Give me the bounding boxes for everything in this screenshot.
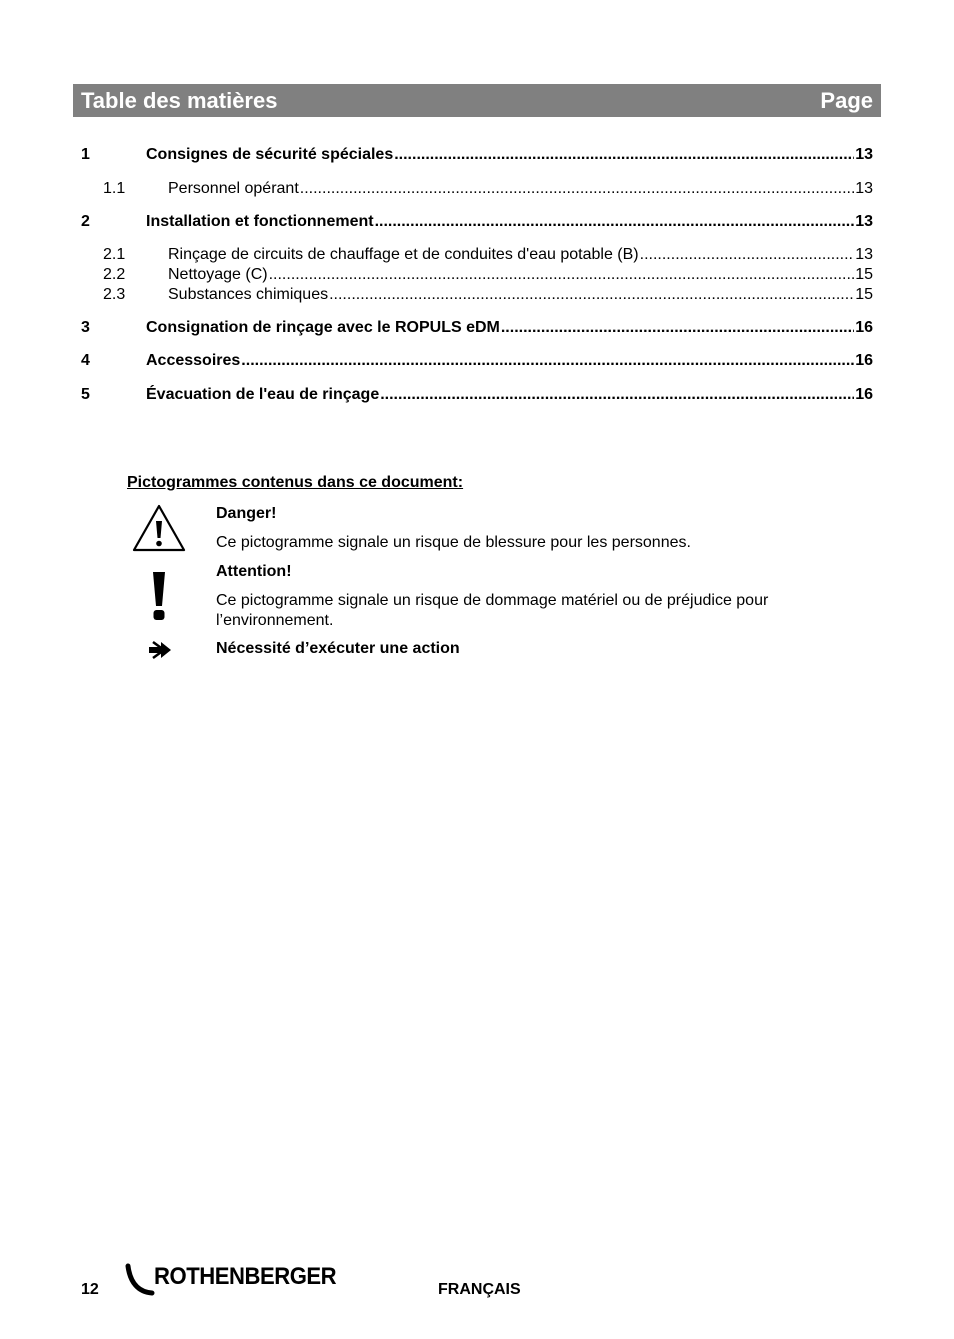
toc-leader bbox=[640, 245, 855, 265]
toc-number: 4 bbox=[81, 352, 90, 369]
toc-page: 16 bbox=[855, 352, 873, 369]
toc-title: Accessoires bbox=[146, 352, 241, 369]
toc-title: Substances chimiques bbox=[168, 286, 329, 303]
toc-leader bbox=[380, 385, 854, 405]
page-number: 12 bbox=[81, 1281, 99, 1298]
toc-leader bbox=[300, 179, 854, 199]
toc-title: Installation et fonctionnement bbox=[146, 213, 374, 230]
toc-entry-2-2[interactable] bbox=[81, 265, 873, 285]
toc-page: 16 bbox=[855, 319, 873, 336]
toc-leader bbox=[241, 351, 854, 371]
attention-title: Attention! bbox=[216, 563, 292, 580]
toc-entry-4[interactable] bbox=[81, 351, 873, 371]
toc-leader bbox=[329, 285, 854, 305]
page-column-label: Page bbox=[820, 87, 873, 113]
toc-title: Consignes de sécurité spéciales bbox=[146, 146, 394, 163]
toc-number: 1.1 bbox=[103, 180, 126, 197]
toc-number: 1 bbox=[81, 146, 90, 163]
warning-triangle-icon bbox=[132, 503, 186, 553]
toc-entry-1[interactable] bbox=[81, 145, 873, 165]
toc-number: 5 bbox=[81, 386, 90, 403]
brand-logo: ROTHENBERGER bbox=[154, 1263, 337, 1290]
toc-number: 3 bbox=[81, 319, 90, 336]
attention-description-line2: l’environnement. bbox=[216, 612, 334, 629]
toc-title: Nettoyage (C) bbox=[168, 266, 268, 283]
language-label: FRANÇAIS bbox=[438, 1281, 521, 1298]
toc-page: 16 bbox=[855, 386, 873, 403]
toc-leader bbox=[375, 212, 855, 232]
toc-entry-2-3[interactable] bbox=[81, 285, 873, 305]
toc-leader bbox=[394, 145, 854, 165]
toc-entry-2[interactable] bbox=[81, 212, 873, 232]
toc-header-bar bbox=[73, 84, 881, 117]
toc-entry-5[interactable] bbox=[81, 385, 873, 405]
toc-title: Rinçage de circuits de chauffage et de conduites d'eau potable (B) bbox=[168, 246, 639, 263]
toc-page: 13 bbox=[855, 146, 873, 163]
toc-entry-2-1[interactable] bbox=[81, 245, 873, 265]
toc-number: 2.3 bbox=[103, 286, 126, 303]
toc-number: 2.1 bbox=[103, 246, 126, 263]
toc-leader bbox=[269, 265, 855, 285]
exclamation-icon bbox=[150, 570, 168, 622]
pictograms-heading: Pictogrammes contenus dans ce document: bbox=[127, 474, 464, 491]
toc-page: 13 bbox=[855, 246, 873, 263]
toc-title: Personnel opérant bbox=[168, 180, 299, 197]
toc-leader bbox=[501, 318, 854, 338]
toc-page: 13 bbox=[855, 180, 873, 197]
action-title: Nécessité d’exécuter une action bbox=[216, 640, 460, 657]
danger-description: Ce pictogramme signale un risque de blessure pour les personnes. bbox=[216, 534, 691, 551]
toc-number: 2.2 bbox=[103, 266, 126, 283]
toc-page: 13 bbox=[855, 213, 873, 230]
toc-title: Table des matières bbox=[81, 87, 278, 113]
toc-entry-1-1[interactable] bbox=[81, 179, 873, 199]
toc-title: Consignation de rinçage avec le ROPULS eDM bbox=[146, 319, 500, 336]
toc-entry-3[interactable] bbox=[81, 318, 873, 338]
toc-number: 2 bbox=[81, 213, 90, 230]
attention-description-line1: Ce pictogramme signale un risque de dommage matériel ou de préjudice pour bbox=[216, 592, 769, 609]
danger-title: Danger! bbox=[216, 505, 277, 522]
toc-title: Évacuation de l'eau de rinçage bbox=[146, 386, 380, 403]
arrow-right-icon bbox=[147, 640, 173, 660]
toc-page: 15 bbox=[855, 266, 873, 283]
toc-page: 15 bbox=[855, 286, 873, 303]
